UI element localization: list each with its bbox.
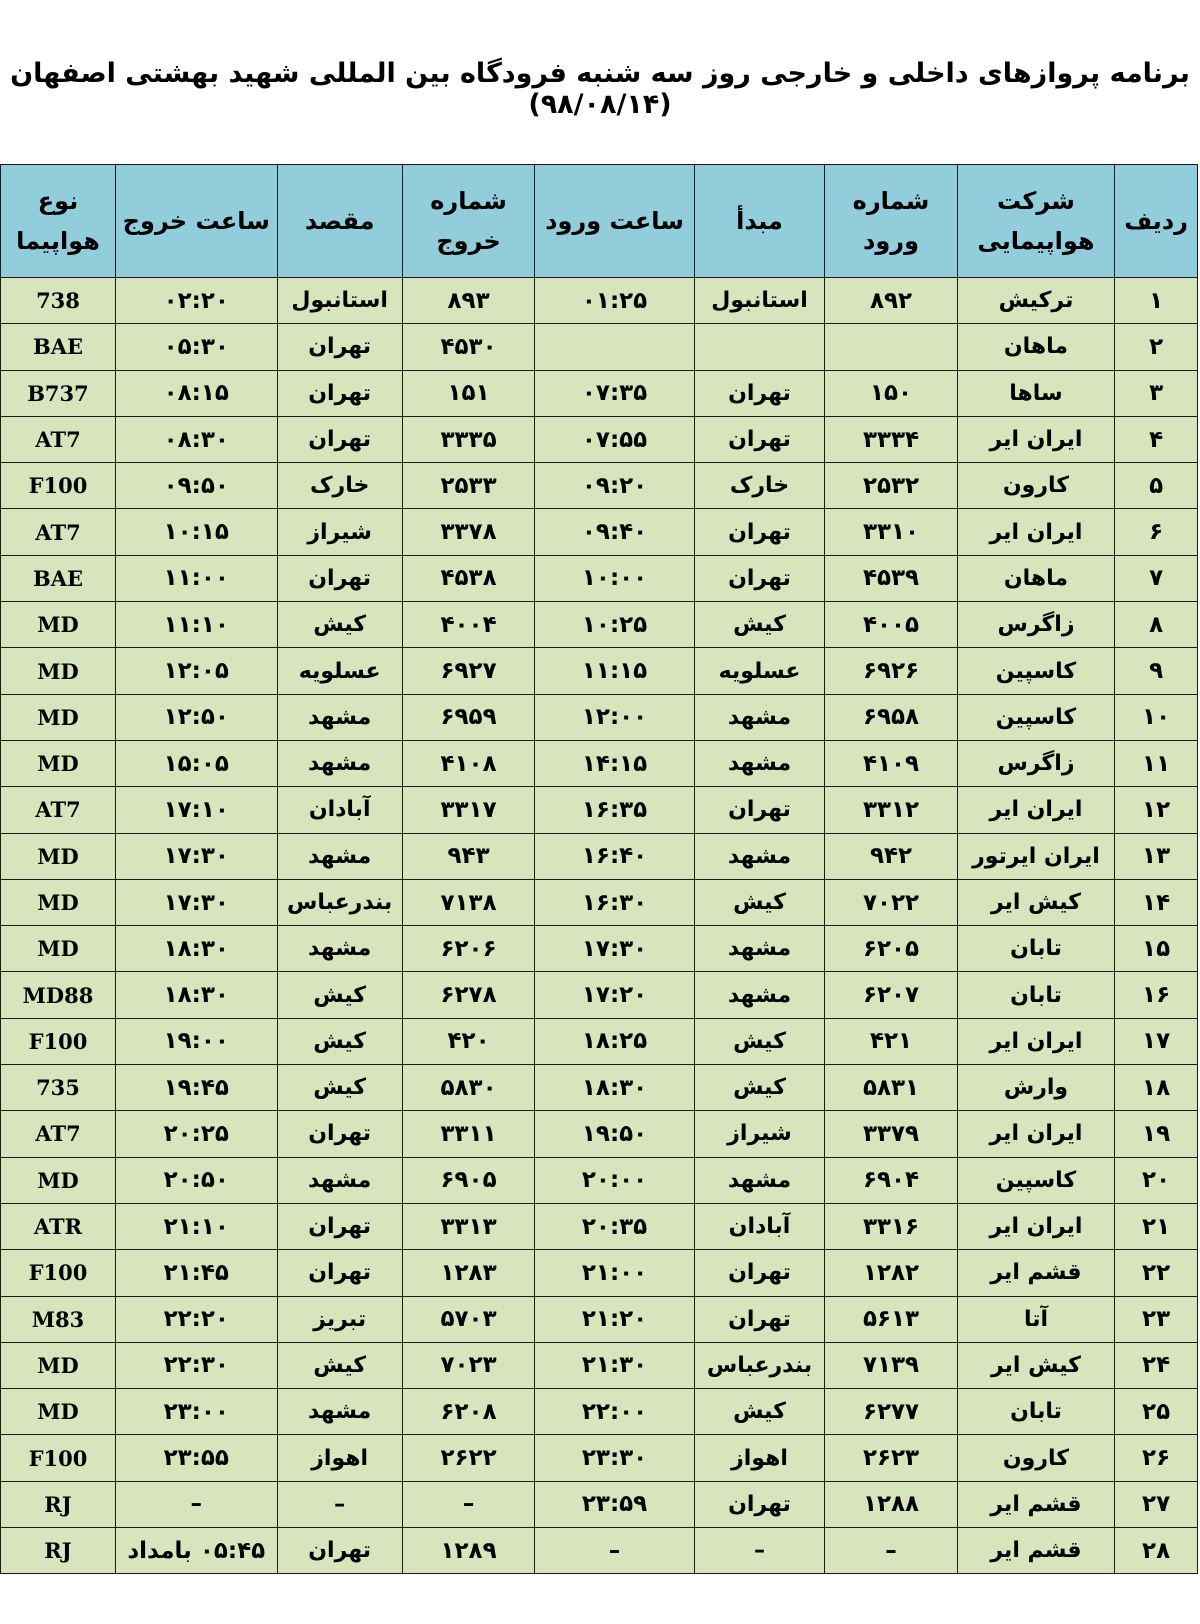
destination-cell: کیش xyxy=(277,1065,402,1111)
aircraft-type-cell: MD xyxy=(1,740,116,786)
origin-cell xyxy=(694,324,824,370)
departure-time-cell: ۱۱:۰۰ xyxy=(115,555,277,601)
departure-time-cell: ۱۲:۵۰ xyxy=(115,694,277,740)
airline-cell: زاگرس xyxy=(957,740,1114,786)
origin-cell: کیش xyxy=(694,879,824,925)
header-origin: مبدأ xyxy=(694,165,824,278)
departure-number-cell: ۶۹۵۹ xyxy=(402,694,535,740)
row-number-cell: ۱۷ xyxy=(1115,1018,1198,1064)
aircraft-type-cell: RJ xyxy=(1,1528,116,1574)
page-title: برنامه پروازهای داخلی و خارجی روز سه شنبه فرودگاه بین المللی شهید بهشتی اصفهان (۹۸/۰۸/۱۴) xyxy=(10,58,1190,120)
departure-time-cell: ۲۱:۱۰ xyxy=(115,1203,277,1249)
origin-cell: تهران xyxy=(694,787,824,833)
departure-number-cell: ۱۵۱ xyxy=(402,370,535,416)
table-row xyxy=(1,1435,1198,1481)
arrival-number-cell: ۵۶۱۳ xyxy=(825,1296,958,1342)
origin-cell: بندرعباس xyxy=(694,1342,824,1388)
table-row xyxy=(1,463,1198,509)
destination-cell: تبریز xyxy=(277,1296,402,1342)
arrival-number-cell: ۱۲۸۲ xyxy=(825,1250,958,1296)
departure-number-cell: ۲۶۲۲ xyxy=(402,1435,535,1481)
departure-time-cell: ۲۰:۲۵ xyxy=(115,1111,277,1157)
arrival-number-cell: ۸۹۲ xyxy=(825,278,958,324)
table-row xyxy=(1,694,1198,740)
arrival-time-cell: ۱۶:۳۵ xyxy=(535,787,694,833)
departure-number-cell: ۸۹۳ xyxy=(402,278,535,324)
airline-cell: آتا xyxy=(957,1296,1114,1342)
destination-cell: تهران xyxy=(277,555,402,601)
origin-cell: تهران xyxy=(694,370,824,416)
origin-cell: تهران xyxy=(694,1296,824,1342)
departure-number-cell: ۵۸۳۰ xyxy=(402,1065,535,1111)
origin-cell: مشهد xyxy=(694,694,824,740)
departure-number-cell: ۳۳۱۷ xyxy=(402,787,535,833)
departure-number-cell: ۶۹۲۷ xyxy=(402,648,535,694)
origin-cell: تهران xyxy=(694,1250,824,1296)
destination-cell: آبادان xyxy=(277,787,402,833)
departure-time-cell: ۰۲:۲۰ xyxy=(115,278,277,324)
aircraft-type-cell: BAE xyxy=(1,555,116,601)
aircraft-type-cell: ATR xyxy=(1,1203,116,1249)
arrival-number-cell: ۶۹۵۸ xyxy=(825,694,958,740)
arrival-time-cell: ۱۸:۲۵ xyxy=(535,1018,694,1064)
origin-cell: مشهد xyxy=(694,972,824,1018)
departure-number-cell: ۵۷۰۳ xyxy=(402,1296,535,1342)
arrival-time-cell: ۱۷:۲۰ xyxy=(535,972,694,1018)
origin-cell: خارک xyxy=(694,463,824,509)
airline-cell: کارون xyxy=(957,463,1114,509)
table-row xyxy=(1,879,1198,925)
row-number-cell: ۲۸ xyxy=(1115,1528,1198,1574)
airline-cell: کیش ایر xyxy=(957,879,1114,925)
destination-cell: استانبول xyxy=(277,278,402,324)
departure-time-cell: ۱۸:۳۰ xyxy=(115,972,277,1018)
origin-cell: تهران xyxy=(694,1481,824,1527)
airline-cell: ماهان xyxy=(957,324,1114,370)
departure-number-cell: ۶۲۷۸ xyxy=(402,972,535,1018)
aircraft-type-cell: AT7 xyxy=(1,787,116,833)
departure-time-cell: ۱۹:۴۵ xyxy=(115,1065,277,1111)
destination-cell: مشهد xyxy=(277,1389,402,1435)
row-number-cell: ۲۰ xyxy=(1115,1157,1198,1203)
destination-cell: کیش xyxy=(277,1342,402,1388)
header-aircraft-type: نوع هواپیما xyxy=(1,165,116,278)
destination-cell: اهواز xyxy=(277,1435,402,1481)
destination-cell: – xyxy=(277,1481,402,1527)
table-row xyxy=(1,370,1198,416)
departure-time-cell: ۰۸:۱۵ xyxy=(115,370,277,416)
row-number-cell: ۱۰ xyxy=(1115,694,1198,740)
arrival-number-cell: ۳۳۱۰ xyxy=(825,509,958,555)
arrival-time-cell: – xyxy=(535,1528,694,1574)
departure-number-cell: ۳۳۱۱ xyxy=(402,1111,535,1157)
arrival-time-cell: ۰۷:۵۵ xyxy=(535,416,694,462)
arrival-number-cell xyxy=(825,324,958,370)
arrival-number-cell: ۹۴۲ xyxy=(825,833,958,879)
row-number-cell: ۲۱ xyxy=(1115,1203,1198,1249)
arrival-time-cell: ۱۲:۰۰ xyxy=(535,694,694,740)
aircraft-type-cell: 738 xyxy=(1,278,116,324)
airline-cell: کاسپین xyxy=(957,694,1114,740)
airline-cell: ساها xyxy=(957,370,1114,416)
table-row xyxy=(1,972,1198,1018)
row-number-cell: ۱۹ xyxy=(1115,1111,1198,1157)
origin-cell: شیراز xyxy=(694,1111,824,1157)
aircraft-type-cell: AT7 xyxy=(1,416,116,462)
header-arrival-number: شماره ورود xyxy=(825,165,958,278)
row-number-cell: ۸ xyxy=(1115,602,1198,648)
destination-cell: عسلویه xyxy=(277,648,402,694)
arrival-number-cell: ۶۲۷۷ xyxy=(825,1389,958,1435)
aircraft-type-cell: 735 xyxy=(1,1065,116,1111)
row-number-cell: ۲۷ xyxy=(1115,1481,1198,1527)
departure-number-cell: ۴۰۰۴ xyxy=(402,602,535,648)
header-departure-number: شماره خروج xyxy=(402,165,535,278)
airline-cell: ترکیش xyxy=(957,278,1114,324)
arrival-time-cell: ۱۹:۵۰ xyxy=(535,1111,694,1157)
departure-time-cell: ۱۷:۱۰ xyxy=(115,787,277,833)
departure-time-cell: ۰۵:۳۰ xyxy=(115,324,277,370)
arrival-number-cell: ۱۲۸۸ xyxy=(825,1481,958,1527)
aircraft-type-cell: MD xyxy=(1,1157,116,1203)
destination-cell: مشهد xyxy=(277,926,402,972)
row-number-cell: ۱۳ xyxy=(1115,833,1198,879)
table-row xyxy=(1,1296,1198,1342)
row-number-cell: ۴ xyxy=(1115,416,1198,462)
row-number-cell: ۷ xyxy=(1115,555,1198,601)
aircraft-type-cell: BAE xyxy=(1,324,116,370)
arrival-time-cell: ۱۴:۱۵ xyxy=(535,740,694,786)
aircraft-type-cell: MD xyxy=(1,1342,116,1388)
aircraft-type-cell: RJ xyxy=(1,1481,116,1527)
arrival-number-cell: ۶۲۰۷ xyxy=(825,972,958,1018)
departure-number-cell: ۷۰۲۳ xyxy=(402,1342,535,1388)
row-number-cell: ۵ xyxy=(1115,463,1198,509)
origin-cell: کیش xyxy=(694,1065,824,1111)
destination-cell: شیراز xyxy=(277,509,402,555)
aircraft-type-cell: MD xyxy=(1,833,116,879)
header-arrival-time: ساعت ورود xyxy=(535,165,694,278)
row-number-cell: ۲۴ xyxy=(1115,1342,1198,1388)
arrival-time-cell: ۲۰:۳۵ xyxy=(535,1203,694,1249)
row-number-cell: ۲ xyxy=(1115,324,1198,370)
airline-cell: کارون xyxy=(957,1435,1114,1481)
arrival-time-cell: ۱۰:۲۵ xyxy=(535,602,694,648)
arrival-time-cell: ۲۱:۳۰ xyxy=(535,1342,694,1388)
header-departure-time: ساعت خروج xyxy=(115,165,277,278)
departure-number-cell: ۳۳۷۸ xyxy=(402,509,535,555)
aircraft-type-cell: MD xyxy=(1,648,116,694)
destination-cell: کیش xyxy=(277,972,402,1018)
arrival-time-cell: ۲۳:۳۰ xyxy=(535,1435,694,1481)
departure-time-cell: ۱۰:۱۵ xyxy=(115,509,277,555)
arrival-number-cell: ۱۵۰ xyxy=(825,370,958,416)
departure-time-cell: ۱۸:۳۰ xyxy=(115,926,277,972)
destination-cell: تهران xyxy=(277,1111,402,1157)
departure-number-cell: ۴۱۰۸ xyxy=(402,740,535,786)
departure-time-cell: ۲۲:۳۰ xyxy=(115,1342,277,1388)
table-row xyxy=(1,509,1198,555)
destination-cell: تهران xyxy=(277,1528,402,1574)
table-header-row xyxy=(1,165,1198,278)
aircraft-type-cell: MD xyxy=(1,926,116,972)
origin-cell: تهران xyxy=(694,416,824,462)
arrival-number-cell: ۳۳۱۲ xyxy=(825,787,958,833)
departure-time-cell: ۲۰:۵۰ xyxy=(115,1157,277,1203)
aircraft-type-cell: F100 xyxy=(1,463,116,509)
row-number-cell: ۱۱ xyxy=(1115,740,1198,786)
arrival-time-cell: ۰۹:۲۰ xyxy=(535,463,694,509)
table-row xyxy=(1,740,1198,786)
departure-number-cell: ۱۲۸۹ xyxy=(402,1528,535,1574)
row-number-cell: ۱۴ xyxy=(1115,879,1198,925)
arrival-time-cell: ۱۱:۱۵ xyxy=(535,648,694,694)
arrival-number-cell: ۲۵۳۲ xyxy=(825,463,958,509)
destination-cell: کیش xyxy=(277,602,402,648)
arrival-number-cell: ۳۳۱۶ xyxy=(825,1203,958,1249)
table-row xyxy=(1,787,1198,833)
airline-cell: کاسپین xyxy=(957,1157,1114,1203)
departure-time-cell: ۱۲:۰۵ xyxy=(115,648,277,694)
origin-cell: مشهد xyxy=(694,1157,824,1203)
row-number-cell: ۱۶ xyxy=(1115,972,1198,1018)
origin-cell: کیش xyxy=(694,602,824,648)
table-row xyxy=(1,1342,1198,1388)
table-row xyxy=(1,1481,1198,1527)
table-row xyxy=(1,1157,1198,1203)
arrival-number-cell: ۶۹۲۶ xyxy=(825,648,958,694)
departure-time-cell: ۱۷:۳۰ xyxy=(115,879,277,925)
origin-cell: اهواز xyxy=(694,1435,824,1481)
arrival-time-cell: ۱۷:۳۰ xyxy=(535,926,694,972)
origin-cell: عسلویه xyxy=(694,648,824,694)
departure-time-cell: ۰۸:۳۰ xyxy=(115,416,277,462)
airline-cell: ایران ایر xyxy=(957,1018,1114,1064)
arrival-time-cell xyxy=(535,324,694,370)
table-row xyxy=(1,1389,1198,1435)
arrival-time-cell: ۲۱:۲۰ xyxy=(535,1296,694,1342)
departure-time-cell: ۲۳:۵۵ xyxy=(115,1435,277,1481)
destination-cell: خارک xyxy=(277,463,402,509)
aircraft-type-cell: MD xyxy=(1,694,116,740)
table-row xyxy=(1,1528,1198,1574)
arrival-number-cell: – xyxy=(825,1528,958,1574)
arrival-time-cell: ۱۰:۰۰ xyxy=(535,555,694,601)
departure-number-cell: ۳۳۱۳ xyxy=(402,1203,535,1249)
airline-cell: ایران ایر xyxy=(957,1111,1114,1157)
departure-number-cell: ۶۲۰۸ xyxy=(402,1389,535,1435)
origin-cell: کیش xyxy=(694,1389,824,1435)
departure-number-cell: ۴۵۳۰ xyxy=(402,324,535,370)
origin-cell: مشهد xyxy=(694,833,824,879)
airline-cell: تابان xyxy=(957,972,1114,1018)
destination-cell: تهران xyxy=(277,1203,402,1249)
row-number-cell: ۱۲ xyxy=(1115,787,1198,833)
table-row xyxy=(1,1065,1198,1111)
destination-cell: مشهد xyxy=(277,740,402,786)
arrival-number-cell: ۴۵۳۹ xyxy=(825,555,958,601)
arrival-time-cell: ۰۷:۳۵ xyxy=(535,370,694,416)
row-number-cell: ۳ xyxy=(1115,370,1198,416)
table-row xyxy=(1,926,1198,972)
row-number-cell: ۲۲ xyxy=(1115,1250,1198,1296)
departure-number-cell: ۶۲۰۶ xyxy=(402,926,535,972)
origin-cell: مشهد xyxy=(694,740,824,786)
destination-cell: تهران xyxy=(277,370,402,416)
departure-number-cell: ۴۲۰ xyxy=(402,1018,535,1064)
airline-cell: وارش xyxy=(957,1065,1114,1111)
row-number-cell: ۶ xyxy=(1115,509,1198,555)
table-row xyxy=(1,1018,1198,1064)
aircraft-type-cell: MD xyxy=(1,879,116,925)
arrival-number-cell: ۲۶۲۳ xyxy=(825,1435,958,1481)
aircraft-type-cell: B737 xyxy=(1,370,116,416)
departure-time-cell: – xyxy=(115,1481,277,1527)
row-number-cell: ۲۵ xyxy=(1115,1389,1198,1435)
arrival-number-cell: ۳۳۳۴ xyxy=(825,416,958,462)
destination-cell: تهران xyxy=(277,1250,402,1296)
arrival-number-cell: ۶۹۰۴ xyxy=(825,1157,958,1203)
arrival-time-cell: ۲۱:۰۰ xyxy=(535,1250,694,1296)
arrival-time-cell: ۲۲:۰۰ xyxy=(535,1389,694,1435)
table-row xyxy=(1,555,1198,601)
table-row xyxy=(1,1203,1198,1249)
table-row xyxy=(1,416,1198,462)
table-row xyxy=(1,1111,1198,1157)
row-number-cell: ۱ xyxy=(1115,278,1198,324)
table-row xyxy=(1,602,1198,648)
airline-cell: ایران ایرتور xyxy=(957,833,1114,879)
departure-time-cell: ۱۹:۰۰ xyxy=(115,1018,277,1064)
departure-time-cell: ۲۳:۰۰ xyxy=(115,1389,277,1435)
table-row xyxy=(1,1250,1198,1296)
aircraft-type-cell: M83 xyxy=(1,1296,116,1342)
departure-number-cell: ۴۵۳۸ xyxy=(402,555,535,601)
departure-number-cell: ۶۹۰۵ xyxy=(402,1157,535,1203)
departure-time-cell: ۲۲:۲۰ xyxy=(115,1296,277,1342)
destination-cell: تهران xyxy=(277,416,402,462)
header-destination: مقصد xyxy=(277,165,402,278)
arrival-number-cell: ۶۲۰۵ xyxy=(825,926,958,972)
airline-cell: ایران ایر xyxy=(957,509,1114,555)
departure-number-cell: ۷۱۳۸ xyxy=(402,879,535,925)
arrival-number-cell: ۳۳۷۹ xyxy=(825,1111,958,1157)
departure-number-cell: – xyxy=(402,1481,535,1527)
departure-time-cell: ۱۱:۱۰ xyxy=(115,602,277,648)
departure-number-cell: ۳۳۳۵ xyxy=(402,416,535,462)
arrival-time-cell: ۰۱:۲۵ xyxy=(535,278,694,324)
table-row xyxy=(1,324,1198,370)
arrival-number-cell: ۴۰۰۵ xyxy=(825,602,958,648)
arrival-number-cell: ۴۲۱ xyxy=(825,1018,958,1064)
header-row-number: ردیف xyxy=(1115,165,1198,278)
arrival-number-cell: ۴۱۰۹ xyxy=(825,740,958,786)
airline-cell: ایران ایر xyxy=(957,787,1114,833)
table-row xyxy=(1,278,1198,324)
row-number-cell: ۱۸ xyxy=(1115,1065,1198,1111)
origin-cell: مشهد xyxy=(694,926,824,972)
departure-time-cell: ۰۵:۴۵ بامداد xyxy=(115,1528,277,1574)
aircraft-type-cell: F100 xyxy=(1,1435,116,1481)
aircraft-type-cell: MD xyxy=(1,602,116,648)
airline-cell: قشم ایر xyxy=(957,1481,1114,1527)
origin-cell: تهران xyxy=(694,509,824,555)
destination-cell: کیش xyxy=(277,1018,402,1064)
departure-time-cell: ۲۱:۴۵ xyxy=(115,1250,277,1296)
flight-schedule-table xyxy=(0,164,1198,1574)
aircraft-type-cell: F100 xyxy=(1,1018,116,1064)
arrival-time-cell: ۰۹:۴۰ xyxy=(535,509,694,555)
airline-cell: کاسپین xyxy=(957,648,1114,694)
aircraft-type-cell: F100 xyxy=(1,1250,116,1296)
destination-cell: مشهد xyxy=(277,1157,402,1203)
origin-cell: تهران xyxy=(694,555,824,601)
airline-cell: قشم ایر xyxy=(957,1250,1114,1296)
table-row xyxy=(1,648,1198,694)
departure-number-cell: ۱۲۸۳ xyxy=(402,1250,535,1296)
origin-cell: – xyxy=(694,1528,824,1574)
arrival-time-cell: ۲۰:۰۰ xyxy=(535,1157,694,1203)
origin-cell: کیش xyxy=(694,1018,824,1064)
arrival-time-cell: ۲۳:۵۹ xyxy=(535,1481,694,1527)
destination-cell: مشهد xyxy=(277,833,402,879)
arrival-number-cell: ۷۰۲۲ xyxy=(825,879,958,925)
destination-cell: بندرعباس xyxy=(277,879,402,925)
row-number-cell: ۲۳ xyxy=(1115,1296,1198,1342)
aircraft-type-cell: AT7 xyxy=(1,1111,116,1157)
departure-number-cell: ۹۴۳ xyxy=(402,833,535,879)
arrival-time-cell: ۱۶:۴۰ xyxy=(535,833,694,879)
aircraft-type-cell: AT7 xyxy=(1,509,116,555)
arrival-time-cell: ۱۸:۳۰ xyxy=(535,1065,694,1111)
aircraft-type-cell: MD xyxy=(1,1389,116,1435)
header-airline: شرکت هواپیمایی xyxy=(957,165,1114,278)
airline-cell: کیش ایر xyxy=(957,1342,1114,1388)
arrival-number-cell: ۷۱۳۹ xyxy=(825,1342,958,1388)
airline-cell: قشم ایر xyxy=(957,1528,1114,1574)
row-number-cell: ۲۶ xyxy=(1115,1435,1198,1481)
departure-time-cell: ۰۹:۵۰ xyxy=(115,463,277,509)
airline-cell: تابان xyxy=(957,1389,1114,1435)
row-number-cell: ۹ xyxy=(1115,648,1198,694)
origin-cell: آبادان xyxy=(694,1203,824,1249)
airline-cell: ایران ایر xyxy=(957,1203,1114,1249)
origin-cell: استانبول xyxy=(694,278,824,324)
arrival-number-cell: ۵۸۳۱ xyxy=(825,1065,958,1111)
departure-number-cell: ۲۵۳۳ xyxy=(402,463,535,509)
row-number-cell: ۱۵ xyxy=(1115,926,1198,972)
airline-cell: تابان xyxy=(957,926,1114,972)
airline-cell: ایران ایر xyxy=(957,416,1114,462)
departure-time-cell: ۱۵:۰۵ xyxy=(115,740,277,786)
arrival-time-cell: ۱۶:۳۰ xyxy=(535,879,694,925)
aircraft-type-cell: MD88 xyxy=(1,972,116,1018)
departure-time-cell: ۱۷:۳۰ xyxy=(115,833,277,879)
airline-cell: زاگرس xyxy=(957,602,1114,648)
destination-cell: مشهد xyxy=(277,694,402,740)
airline-cell: ماهان xyxy=(957,555,1114,601)
destination-cell: تهران xyxy=(277,324,402,370)
table-row xyxy=(1,833,1198,879)
